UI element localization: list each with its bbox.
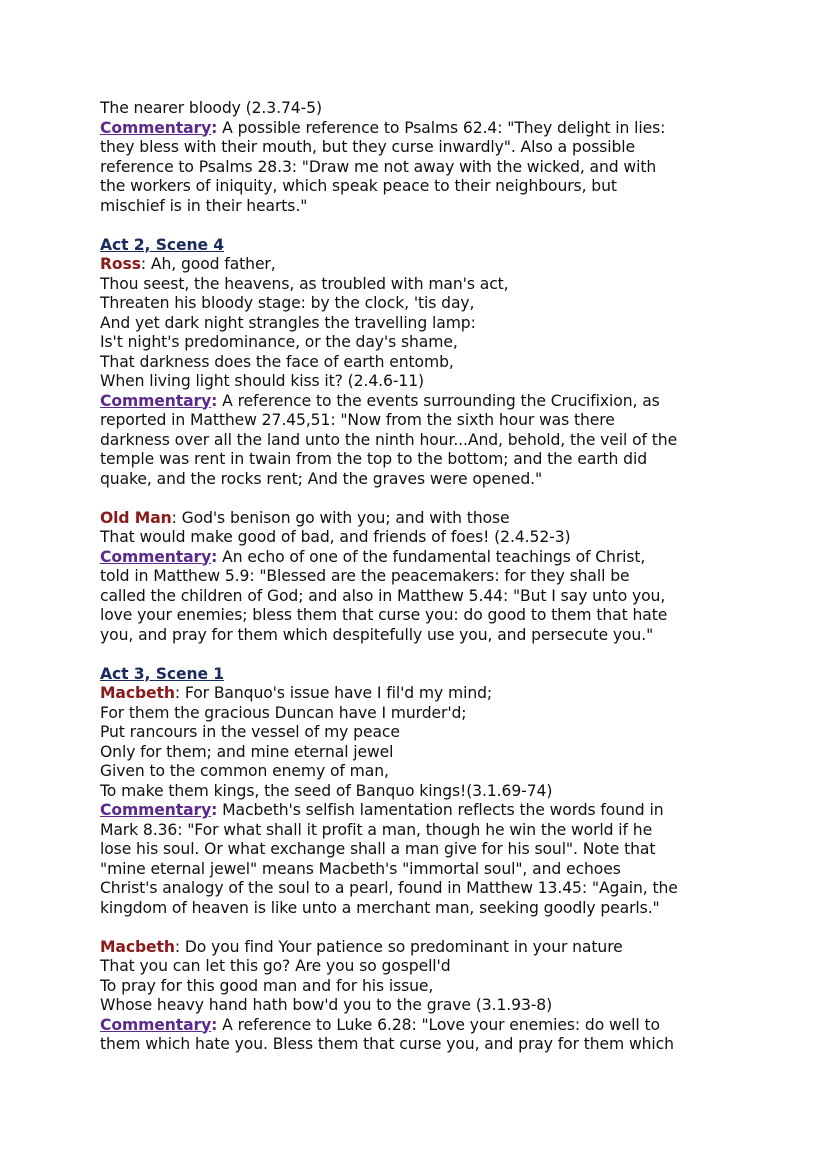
- commentary-label: Commentary: [100, 1015, 212, 1034]
- commentary-line: the workers of iniquity, which speak peace to their neighbours, but: [100, 177, 617, 195]
- scene-heading-line: [100, 236, 740, 256]
- commentary-line: Commentary: A possible reference to Psalms 62.4: "They delight in lies:: [100, 118, 666, 137]
- commentary-line: they bless with their mouth, but they curse inwardly". Also a possible: [100, 138, 636, 156]
- spacer: [100, 216, 740, 236]
- commentary-text: Macbeth's selfish lamentation reflects the words found in: [217, 801, 664, 819]
- commentary-line: mischief is in their hearts.": [100, 196, 308, 215]
- speech-line: For them the gracious Duncan have I murder'd;: [100, 703, 467, 722]
- passage-line: The nearer bloody (2.3.74-5): [100, 99, 322, 117]
- commentary-line: "mine eternal jewel" means Macbeth's "immortal soul", and echoes: [100, 859, 621, 878]
- commentary-text: A reference to the events surrounding the Crucifixion, as: [217, 391, 660, 410]
- speech-line: [100, 684, 740, 704]
- speech-line: And yet dark night strangles the travelling lamp:: [100, 313, 476, 332]
- scene-heading[interactable]: Act 3, Scene 1: [100, 664, 225, 683]
- speech-text: : Do you find Your patience so predominant in your nature: [174, 937, 623, 956]
- commentary-line: Commentary: An echo of one of the fundamental teachings of Christ,: [100, 547, 646, 566]
- speech-line: [100, 938, 740, 958]
- spacer: [100, 918, 740, 938]
- speech-line: To make them kings, the seed of Banquo kings!(3.1.69-74): [100, 781, 553, 800]
- document-page: [100, 99, 740, 1055]
- speech-line: Threaten his bloody stage: by the clock, 'tis day,: [100, 294, 475, 312]
- scene-heading[interactable]: Act 2, Scene 4: [100, 235, 225, 254]
- speaker-name: Ross: [100, 255, 141, 273]
- commentary-text: A possible reference to Psalms 62.4: "They delight in lies:: [217, 118, 666, 137]
- speech-line: To pray for this good man and for his issue,: [100, 976, 434, 995]
- commentary-line: Commentary: A reference to the events surrounding the Crucifixion, as: [100, 391, 660, 410]
- speaker-name: Macbeth: [100, 937, 175, 956]
- speech-line: When living light should kiss it? (2.4.6-11): [100, 372, 424, 390]
- spacer: [100, 645, 740, 665]
- speech-line: [100, 509, 740, 529]
- commentary-line: Commentary: A reference to Luke 6.28: "Love your enemies: do well to: [100, 1015, 660, 1034]
- spacer: [100, 489, 740, 509]
- commentary-label: Commentary: [100, 391, 212, 410]
- commentary-line: temple was rent in twain from the top to the bottom; and the earth did: [100, 450, 648, 468]
- commentary-line: Mark 8.36: "For what shall it profit a man, though he win the world if he: [100, 820, 653, 839]
- commentary-line: lose his soul. Or what exchange shall a man give for his soul". Note that: [100, 840, 656, 858]
- speech-line: Given to the common enemy of man,: [100, 762, 389, 780]
- commentary-line: them which hate you. Bless them that curse you, and pray for them which: [100, 1035, 674, 1053]
- speaker-name: Old Man: [100, 508, 172, 527]
- speech-line: That darkness does the face of earth entomb,: [100, 352, 454, 371]
- commentary-line: darkness over all the land unto the ninth hour...And, behold, the veil of the: [100, 430, 678, 449]
- speech-line: Whose heavy hand hath bow'd you to the grave (3.1.93-8): [100, 996, 553, 1014]
- commentary-line: called the children of God; and also in Matthew 5.44: "But I say unto you,: [100, 586, 666, 605]
- speech-text: : God's benison go with you; and with those: [171, 508, 510, 527]
- speech-line: Is't night's predominance, or the day's shame,: [100, 333, 458, 351]
- commentary-line: kingdom of heaven is like unto a merchant man, seeking goodly pearls.": [100, 898, 660, 917]
- commentary-line: told in Matthew 5.9: "Blessed are the peacemakers: for they shall be: [100, 567, 630, 585]
- speech-text: : For Banquo's issue have I fil'd my mind;: [174, 684, 493, 702]
- commentary-line: you, and pray for them which despitefully use you, and persecute you.": [100, 625, 654, 644]
- speech-line: That you can let this go? Are you so gospell'd: [100, 957, 451, 975]
- commentary-text: A reference to Luke 6.28: "Love your enemies: do well to: [217, 1015, 660, 1034]
- commentary-line: reported in Matthew 27.45,51: "Now from the sixth hour was there: [100, 411, 615, 429]
- commentary-line: reference to Psalms 28.3: "Draw me not away with the wicked, and with: [100, 157, 657, 176]
- speaker-name: Macbeth: [100, 684, 175, 702]
- commentary-line: Commentary: Macbeth's selfish lamentation reflects the words found in: [100, 801, 664, 819]
- speech-line: That would make good of bad, and friends of foes! (2.4.52-3): [100, 528, 571, 546]
- commentary-text: An echo of one of the fundamental teachings of Christ,: [217, 547, 646, 566]
- scene-heading-line: [100, 665, 740, 685]
- commentary-line: Christ's analogy of the soul to a pearl, found in Matthew 13.45: "Again, the: [100, 879, 678, 897]
- speech-line: [100, 255, 740, 275]
- speech-text: : Ah, good father,: [140, 255, 276, 273]
- speech-line: Only for them; and mine eternal jewel: [100, 742, 394, 761]
- speech-line: Put rancours in the vessel of my peace: [100, 723, 400, 741]
- commentary-line: quake, and the rocks rent; And the graves were opened.": [100, 469, 543, 488]
- commentary-label: Commentary: [100, 118, 212, 137]
- speech-line: Thou seest, the heavens, as troubled with man's act,: [100, 274, 509, 293]
- commentary-line: love your enemies; bless them that curse you: do good to them that hate: [100, 606, 668, 624]
- commentary-label: Commentary: [100, 547, 212, 566]
- commentary-label: Commentary: [100, 801, 212, 819]
